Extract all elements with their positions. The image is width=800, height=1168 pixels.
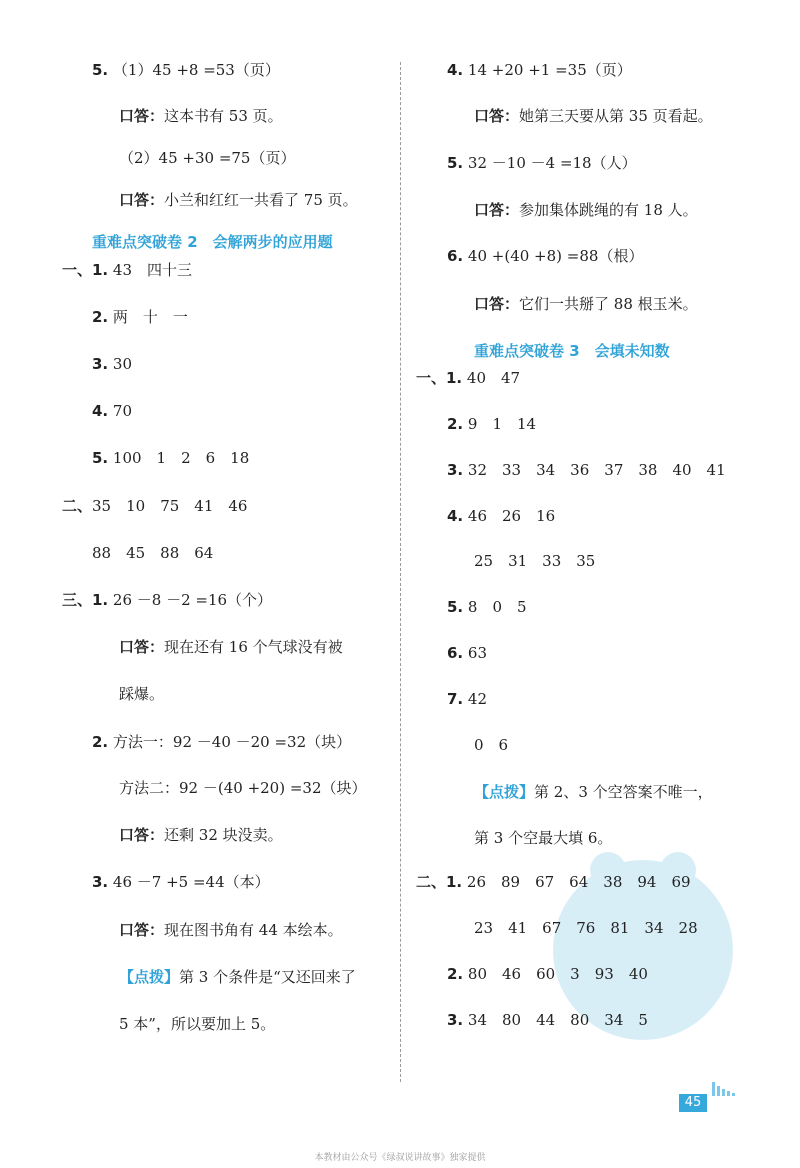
item-number: 6. (447, 644, 464, 662)
answer-line (447, 153, 637, 173)
item-number: 二、1. (416, 873, 463, 891)
oral-answer (119, 825, 283, 845)
answer-line (92, 60, 280, 80)
answer-text: 参加集体跳绳的有 18 人。 (519, 201, 698, 219)
item-number: 4. (447, 61, 464, 79)
tip-label: 【点拨】 (119, 968, 180, 986)
answer-line (119, 684, 164, 704)
answer-line (474, 735, 508, 755)
answer-text: 现在图书角有 44 本绘本。 (164, 921, 343, 939)
answer-text: 14 +20 +1 =35（页） (467, 61, 632, 79)
column-divider (400, 62, 401, 1082)
item-number: 3. (447, 1011, 464, 1029)
answer-line (62, 260, 192, 280)
answer-line (62, 496, 247, 516)
answer-line (62, 590, 272, 610)
answer-line (416, 872, 691, 892)
oral-answer (119, 190, 358, 210)
tip-label: 【点拨】 (474, 783, 535, 801)
tip-line (474, 782, 713, 802)
oral-label: 口答： (474, 295, 520, 313)
item-number: 7. (447, 690, 464, 708)
answer-line (447, 1010, 648, 1030)
answer-text: 46 －7 +5 =44（本） (112, 873, 270, 891)
footer-note: 本教材由公众号《绿叔说讲故事》独家提供 (314, 1153, 486, 1163)
answer-text: （1）45 +8 =53（页） (112, 61, 280, 79)
item-number: 6. (447, 247, 464, 265)
answer-text: 32 －10 －4 =18（人） (467, 154, 637, 172)
item-number: 3. (92, 355, 109, 373)
item-number: 2. (92, 308, 109, 326)
item-number: 4. (92, 402, 109, 420)
answer-text: 第 3 个条件是“又还回来了 (179, 968, 356, 986)
answer-line (447, 597, 527, 617)
answer-text: 35 10 75 41 46 (92, 497, 248, 515)
answer-text: 她第三天要从第 35 页看起。 (519, 107, 713, 125)
answer-line (474, 551, 595, 571)
answer-text: 34 80 44 80 34 5 (467, 1011, 648, 1029)
answer-line (119, 778, 367, 798)
item-number: 三、1. (62, 591, 109, 609)
item-number: 5. (92, 449, 109, 467)
section-title: 重难点突破卷 2 会解两步的应用题 (92, 233, 333, 251)
answer-text: 23 41 67 76 81 34 28 (474, 919, 698, 937)
answer-text: 0 6 (474, 736, 509, 754)
answer-text: 9 1 14 (467, 415, 537, 433)
item-number: 二、 (62, 497, 93, 515)
item-number: 3. (447, 461, 464, 479)
oral-label: 口答： (119, 107, 165, 125)
tip-line (119, 967, 356, 987)
answer-text: 现在还有 16 个气球没有被 (164, 638, 343, 656)
item-number: 2. (447, 965, 464, 983)
item-number: 5. (92, 61, 109, 79)
answer-text: 这本书有 53 页。 (164, 107, 283, 125)
oral-label: 口答： (119, 638, 165, 656)
answer-text: 40 47 (466, 369, 521, 387)
oral-answer (119, 637, 343, 657)
oral-label: 口答： (119, 921, 165, 939)
answer-line (416, 368, 520, 388)
answer-line (92, 354, 132, 374)
answer-text: 43 四十三 (112, 261, 193, 279)
answer-text: 80 46 60 3 93 40 (467, 965, 648, 983)
answer-text: 100 1 2 6 18 (112, 449, 250, 467)
answer-line (447, 964, 648, 984)
oral-label: 口答： (119, 191, 165, 209)
section-title: 重难点突破卷 3 会填未知数 (474, 342, 670, 360)
answer-text: 88 45 88 64 (92, 544, 214, 562)
answer-text: 两 十 一 (112, 308, 188, 326)
item-number: 2. (447, 415, 464, 433)
answer-line (92, 448, 249, 468)
answer-line (119, 1014, 275, 1034)
oral-answer (474, 294, 698, 314)
answer-line (474, 828, 612, 848)
item-number: 5. (447, 598, 464, 616)
answer-text: 26 －8 －2 =16（个） (112, 591, 273, 609)
item-number: 3. (92, 873, 109, 891)
answer-text: 5 本”，所以要加上 5。 (119, 1015, 276, 1033)
page-number: 45 (679, 1094, 707, 1112)
answer-text: 它们一共掰了 88 根玉米。 (519, 295, 698, 313)
oral-label: 口答： (119, 826, 165, 844)
answer-text: 46 26 16 (467, 507, 556, 525)
answer-text: 第 2、3 个空答案不唯一， (534, 783, 713, 801)
oral-answer (119, 106, 283, 126)
answer-text: 8 0 5 (467, 598, 527, 616)
oral-label: 口答： (474, 201, 520, 219)
item-number: 一、1. (416, 369, 463, 387)
answer-text: 还剩 32 块没卖。 (164, 826, 283, 844)
answer-line (447, 414, 536, 434)
oral-label: 口答： (474, 107, 520, 125)
item-number: 2. (92, 733, 109, 751)
answer-text: 42 (467, 690, 488, 708)
answer-text: （2）45 +30 =75（页） (119, 149, 296, 167)
oral-answer (474, 106, 713, 126)
answer-text: 30 (112, 355, 133, 373)
answer-text: 方法一：92 －40 －20 =32（块） (112, 733, 352, 751)
item-number: 4. (447, 507, 464, 525)
answer-text: 第 3 个空最大填 6。 (474, 829, 613, 847)
oral-answer (474, 200, 698, 220)
answer-line (447, 460, 726, 480)
answer-line (92, 401, 132, 421)
answer-text: 40 +(40 +8) =88（根） (467, 247, 644, 265)
answer-line (92, 872, 270, 892)
answer-text: 70 (112, 402, 133, 420)
answer-line (447, 246, 643, 266)
answer-text: 26 89 67 64 38 94 69 (466, 873, 691, 891)
item-number: 5. (447, 154, 464, 172)
answer-text: 踩爆。 (119, 685, 165, 703)
answer-line (92, 307, 188, 327)
answer-line (447, 506, 555, 526)
answer-text: 63 (467, 644, 488, 662)
answer-text: 方法二：92 －(40 +20) =32（块） (119, 779, 367, 797)
answer-line (447, 689, 487, 709)
oral-answer (119, 920, 343, 940)
answer-line (474, 918, 698, 938)
answer-line (92, 732, 351, 752)
answer-line (119, 148, 295, 168)
item-number: 一、1. (62, 261, 109, 279)
answer-line (447, 643, 487, 663)
answer-text: 25 31 33 35 (474, 552, 596, 570)
answer-text: 小兰和红红一共看了 75 页。 (164, 191, 358, 209)
answer-text: 32 33 34 36 37 38 40 41 (467, 461, 726, 479)
answer-line (447, 60, 632, 80)
answer-line (92, 543, 213, 563)
